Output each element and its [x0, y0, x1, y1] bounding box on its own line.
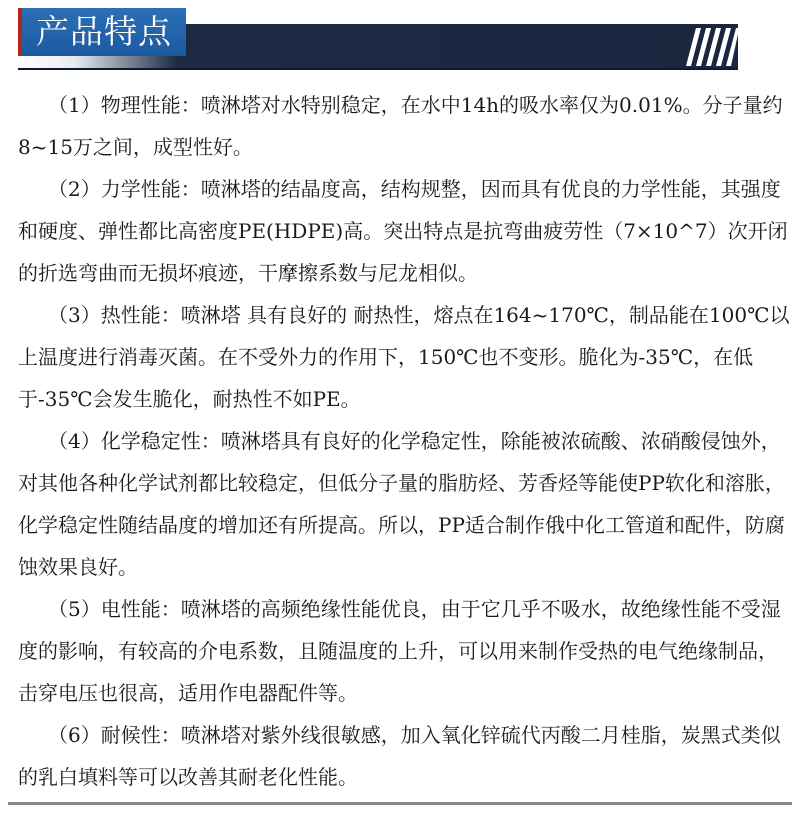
- mechanical-properties-paragraph: （2）力学性能：喷淋塔的结晶度高，结构规整，因而具有优良的力学性能，其强度和硬度、弹性都比高密度PE(HDPE)高。突出特点是抗弯曲疲劳性（7×10^7）次开闭的折选弯曲而无损坏痕迹，干摩擦系数与尼龙相似。: [18, 177, 788, 285]
- feature-list: [18, 84, 794, 798]
- physical-properties-paragraph: （1）物理性能：喷淋塔对水特别稳定，在水中14h的吸水率仅为0.01%。分子量约8~15万之间，成型性好。: [18, 93, 783, 159]
- chemical-stability-paragraph: （4）化学稳定性：喷淋塔具有良好的化学稳定性，除能被浓硫酸、浓硝酸侵蚀外，对其他各种化学试剂都比较稳定，但低分子量的脂肪烃、芳香烃等能使PP软化和溶胀，化学稳定性随结晶度的增加还有所提高。所以，PP适合制作俄中化工管道和配件，防腐蚀效果良好。: [18, 429, 785, 579]
- bottom-divider: [8, 802, 792, 805]
- electrical-properties-paragraph: （5）电性能：喷淋塔的高频绝缘性能优良，由于它几乎不吸水，故绝缘性能不受湿度的影响，有较高的介电系数，且随温度的上升，可以用来制作受热的电气绝缘制品，击穿电压也很高，适用作电器配件等。: [18, 597, 781, 705]
- section-title: 产品特点: [36, 12, 172, 51]
- section-header: [18, 8, 746, 70]
- stripes-decoration-icon: [682, 26, 738, 68]
- weather-resistance-paragraph: （6）耐候性：喷淋塔对紫外线很敏感，加入氧化锌硫代丙酸二月桂脂，炭黑式类似的乳白填料等可以改善其耐老化性能。: [18, 723, 781, 789]
- thermal-properties-paragraph: （3）热性能：喷淋塔 具有良好的 耐热性，熔点在164~170℃，制品能在100℃以上温度进行消毒灭菌。在不受外力的作用下，150℃也不变形。脆化为-35℃，在低于-35℃会发生脆化，耐热性不如PE。: [18, 303, 790, 411]
- header-title-box: [18, 8, 186, 56]
